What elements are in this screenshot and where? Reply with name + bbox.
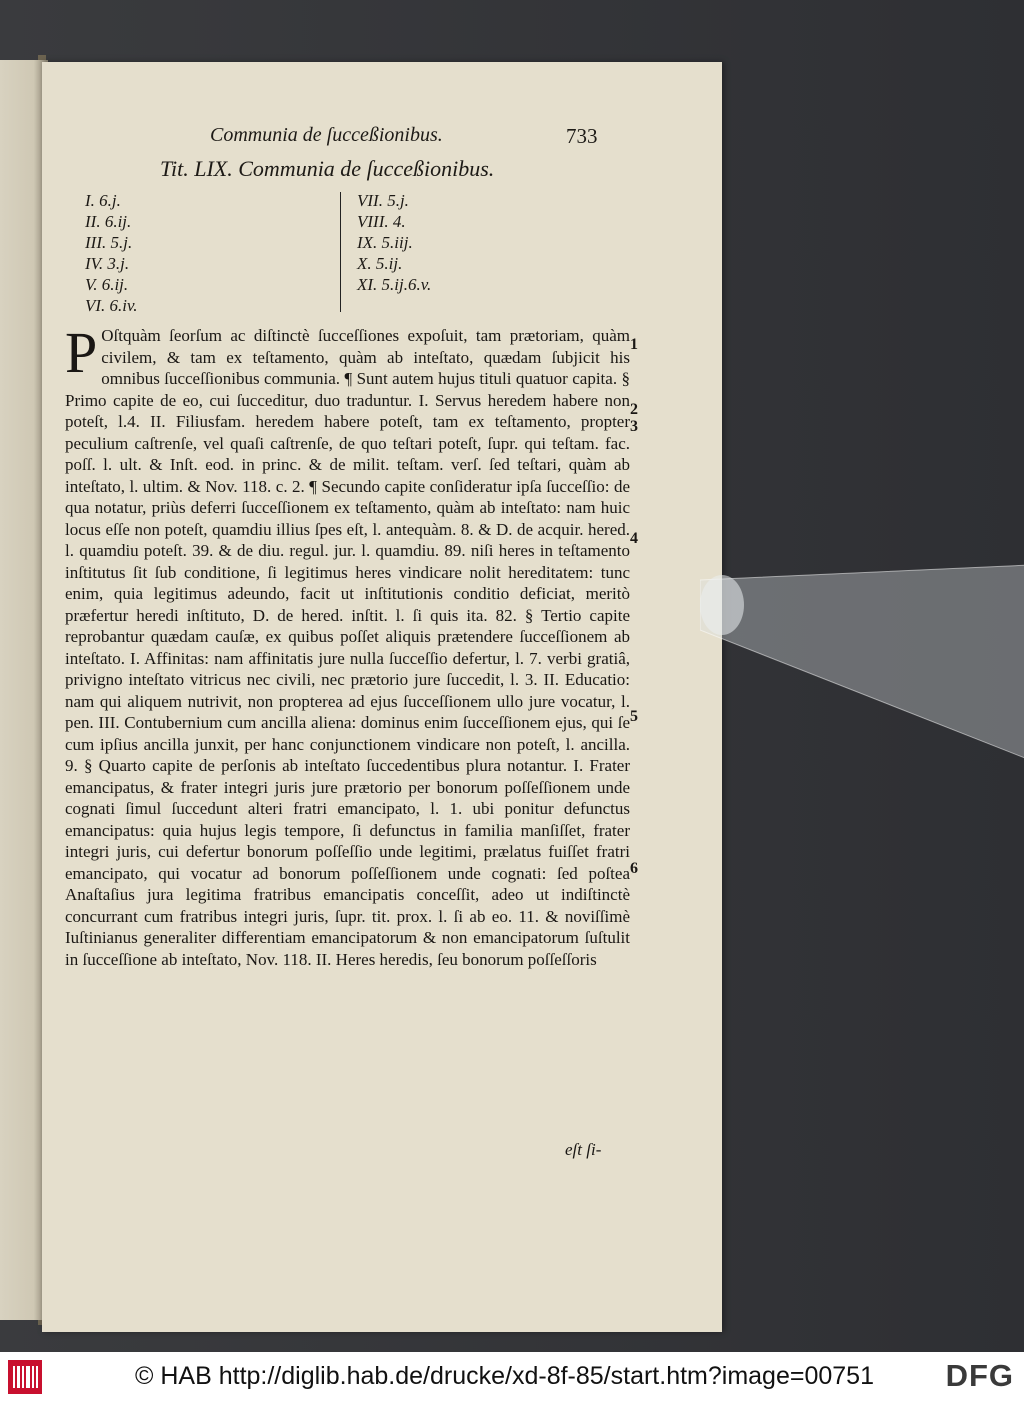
index-entry: IV. 3.j. [85, 254, 130, 273]
body-paragraph: Oſtquàm ſeorſum ac diſtinctè ſucceſſiones expoſuit, tam prætoriam, quàm civilem, & tam ex teſtamento, quàm ab inteſtato, quædam ſubjicit his omnibus ſucceſſionibus communia. ¶ Sunt autem hujus tituli quatuor capita. § Primo capite de eo, cui ſucceditur, duo traduntur. I. Servus heredem habere non poteſt, l.4. II. Filiusfam. heredem habere poteſt, tam ex teſtamento, propter peculium caſtrenſe, vel quaſi caſtrenſe, de quo teſtari poteſt, ſupr. qui teſtam. fac. poſſ. l. ult. & Inſt. eod. in princ. & de milit. teſtam. verſ. ſed teſtari, quàm ab inteſtato, l. ultim. & Nov. 118. c. 2. ¶ Secundo capite conſideratur ipſa ſucceſſio: de qua notatur, priùs deferri ſucceſſionem ex teſtamento, quàm ab inteſtato: nam huic locus eſſe non poteſt, quamdiu illius ſpes eſt, l. antequàm. 8. & D. de acquir. hered. l. quamdiu poteſt. 39. & de diu. regul. jur. l. quamdiu. 89. niſi heres in teſtamento inſtitutus ſit ſub conditione, ſi legitimus heres vindicare nolit hereditatem: tunc enim, quia legitimus adeundo, facit ut inſtitutionis conditio deficiat, meritò præfertur heredi inſtituto, D. de hered. inſtit. l. ſi quis ita. 82. § Tertio capite reprobantur quædam cauſæ, ex quibus poſſet aliquis prætendere ſucceſſionem ab inteſtato. I. Affinitas: nam affinitatis jure nulla ſucceſſio defertur, l. 7. verbi gratiâ, privigno inteſtato vitricus nec civili, nec prætorio jure ſuccedit, l. 3. II. Educatio: nam qui aliquem nutrivit, non propterea ad ejus ſucceſſionem ullo jure vocatur, l. pen. III. Contubernium cum ancilla aliena: dominus enim ſucceſſionem ejus, qui ſe cum ipſius ancilla junxit, per hanc conjunctionem vindicare non poteſt, l. ancilla. 9. § Quarto capite de perſonis ab inteſtato ſuccedentibus plura notantur. I. Frater emancipatus, & frater integri juris jure prætorio per bonorum poſſeſſionem unde cognati ſimul ſuccedunt alteri fratri emancipato, l. 1. ubi ponitur defunctus emancipatus: quia hujus legis tempore, ſi defunctus in familia manſiſſet, frater integri juris, cui defertur bonorum poſſeſſio unde legitimi, prælatus fuiſſet fratri emancipato, qui vocatur ad bonorum poſſeſſionem unde cognati: ſed poſtea Anaſtaſius jura legitima fratribus emancipatis conceſſit, adeo ut indiſtinctè concurrant cum fratribus integri juris, ſupr. tit. prox. l. ſi ab eo. 11. & noviſſimè Iuſtinianus generaliter differentiam emancipatorum & non emancipatorum ſuſtulit in ſucceſſione ab inteſtato, Nov. 118. II. Heres heredis, ſeu bonorum poſſeſſoris [65, 326, 630, 969]
chapter-index [85, 190, 555, 315]
index-divider [340, 192, 341, 312]
footer-bar [0, 1352, 1024, 1402]
index-right-column [357, 190, 431, 295]
dfg-logo: DFG [945, 1358, 1014, 1393]
margin-number: 6 [630, 860, 638, 877]
left-page-edge [0, 60, 48, 1320]
index-entry: I. 6.j. [85, 191, 121, 210]
index-left-column [85, 190, 138, 316]
margin-number: 1 [630, 336, 638, 353]
index-entry: IX. 5.iij. [357, 233, 413, 252]
index-entry: III. 5.j. [85, 233, 133, 252]
index-entry: II. 6.ij. [85, 212, 132, 231]
margin-number: 2 [630, 401, 638, 418]
margin-number: 4 [630, 530, 638, 547]
drop-cap: P [65, 320, 98, 385]
catchword: eſt ſi- [565, 1140, 602, 1159]
margin-number: 3 [630, 418, 638, 435]
running-head: Communia de ſucceßionibus. [210, 124, 443, 146]
index-entry: V. 6.ij. [85, 275, 129, 294]
margin-number: 5 [630, 708, 638, 725]
page-number: 733 [566, 124, 598, 148]
index-entry: VIII. 4. [357, 212, 406, 231]
index-entry: X. 5.ij. [357, 254, 403, 273]
margin-numbers [630, 0, 650, 1402]
body-text [65, 320, 630, 970]
index-entry: XI. 5.ij.6.v. [357, 275, 432, 294]
glass-page-clip [700, 560, 1024, 780]
index-entry: VI. 6.iv. [85, 296, 138, 315]
index-entry: VII. 5.j. [357, 191, 409, 210]
title-heading: Tit. LIX. Communia de ſucceßionibus. [160, 156, 495, 181]
source-credit: © HAB http://diglib.hab.de/drucke/xd-8f-85/start.htm?image=00751 [135, 1362, 874, 1390]
hab-logo-icon [8, 1360, 42, 1394]
